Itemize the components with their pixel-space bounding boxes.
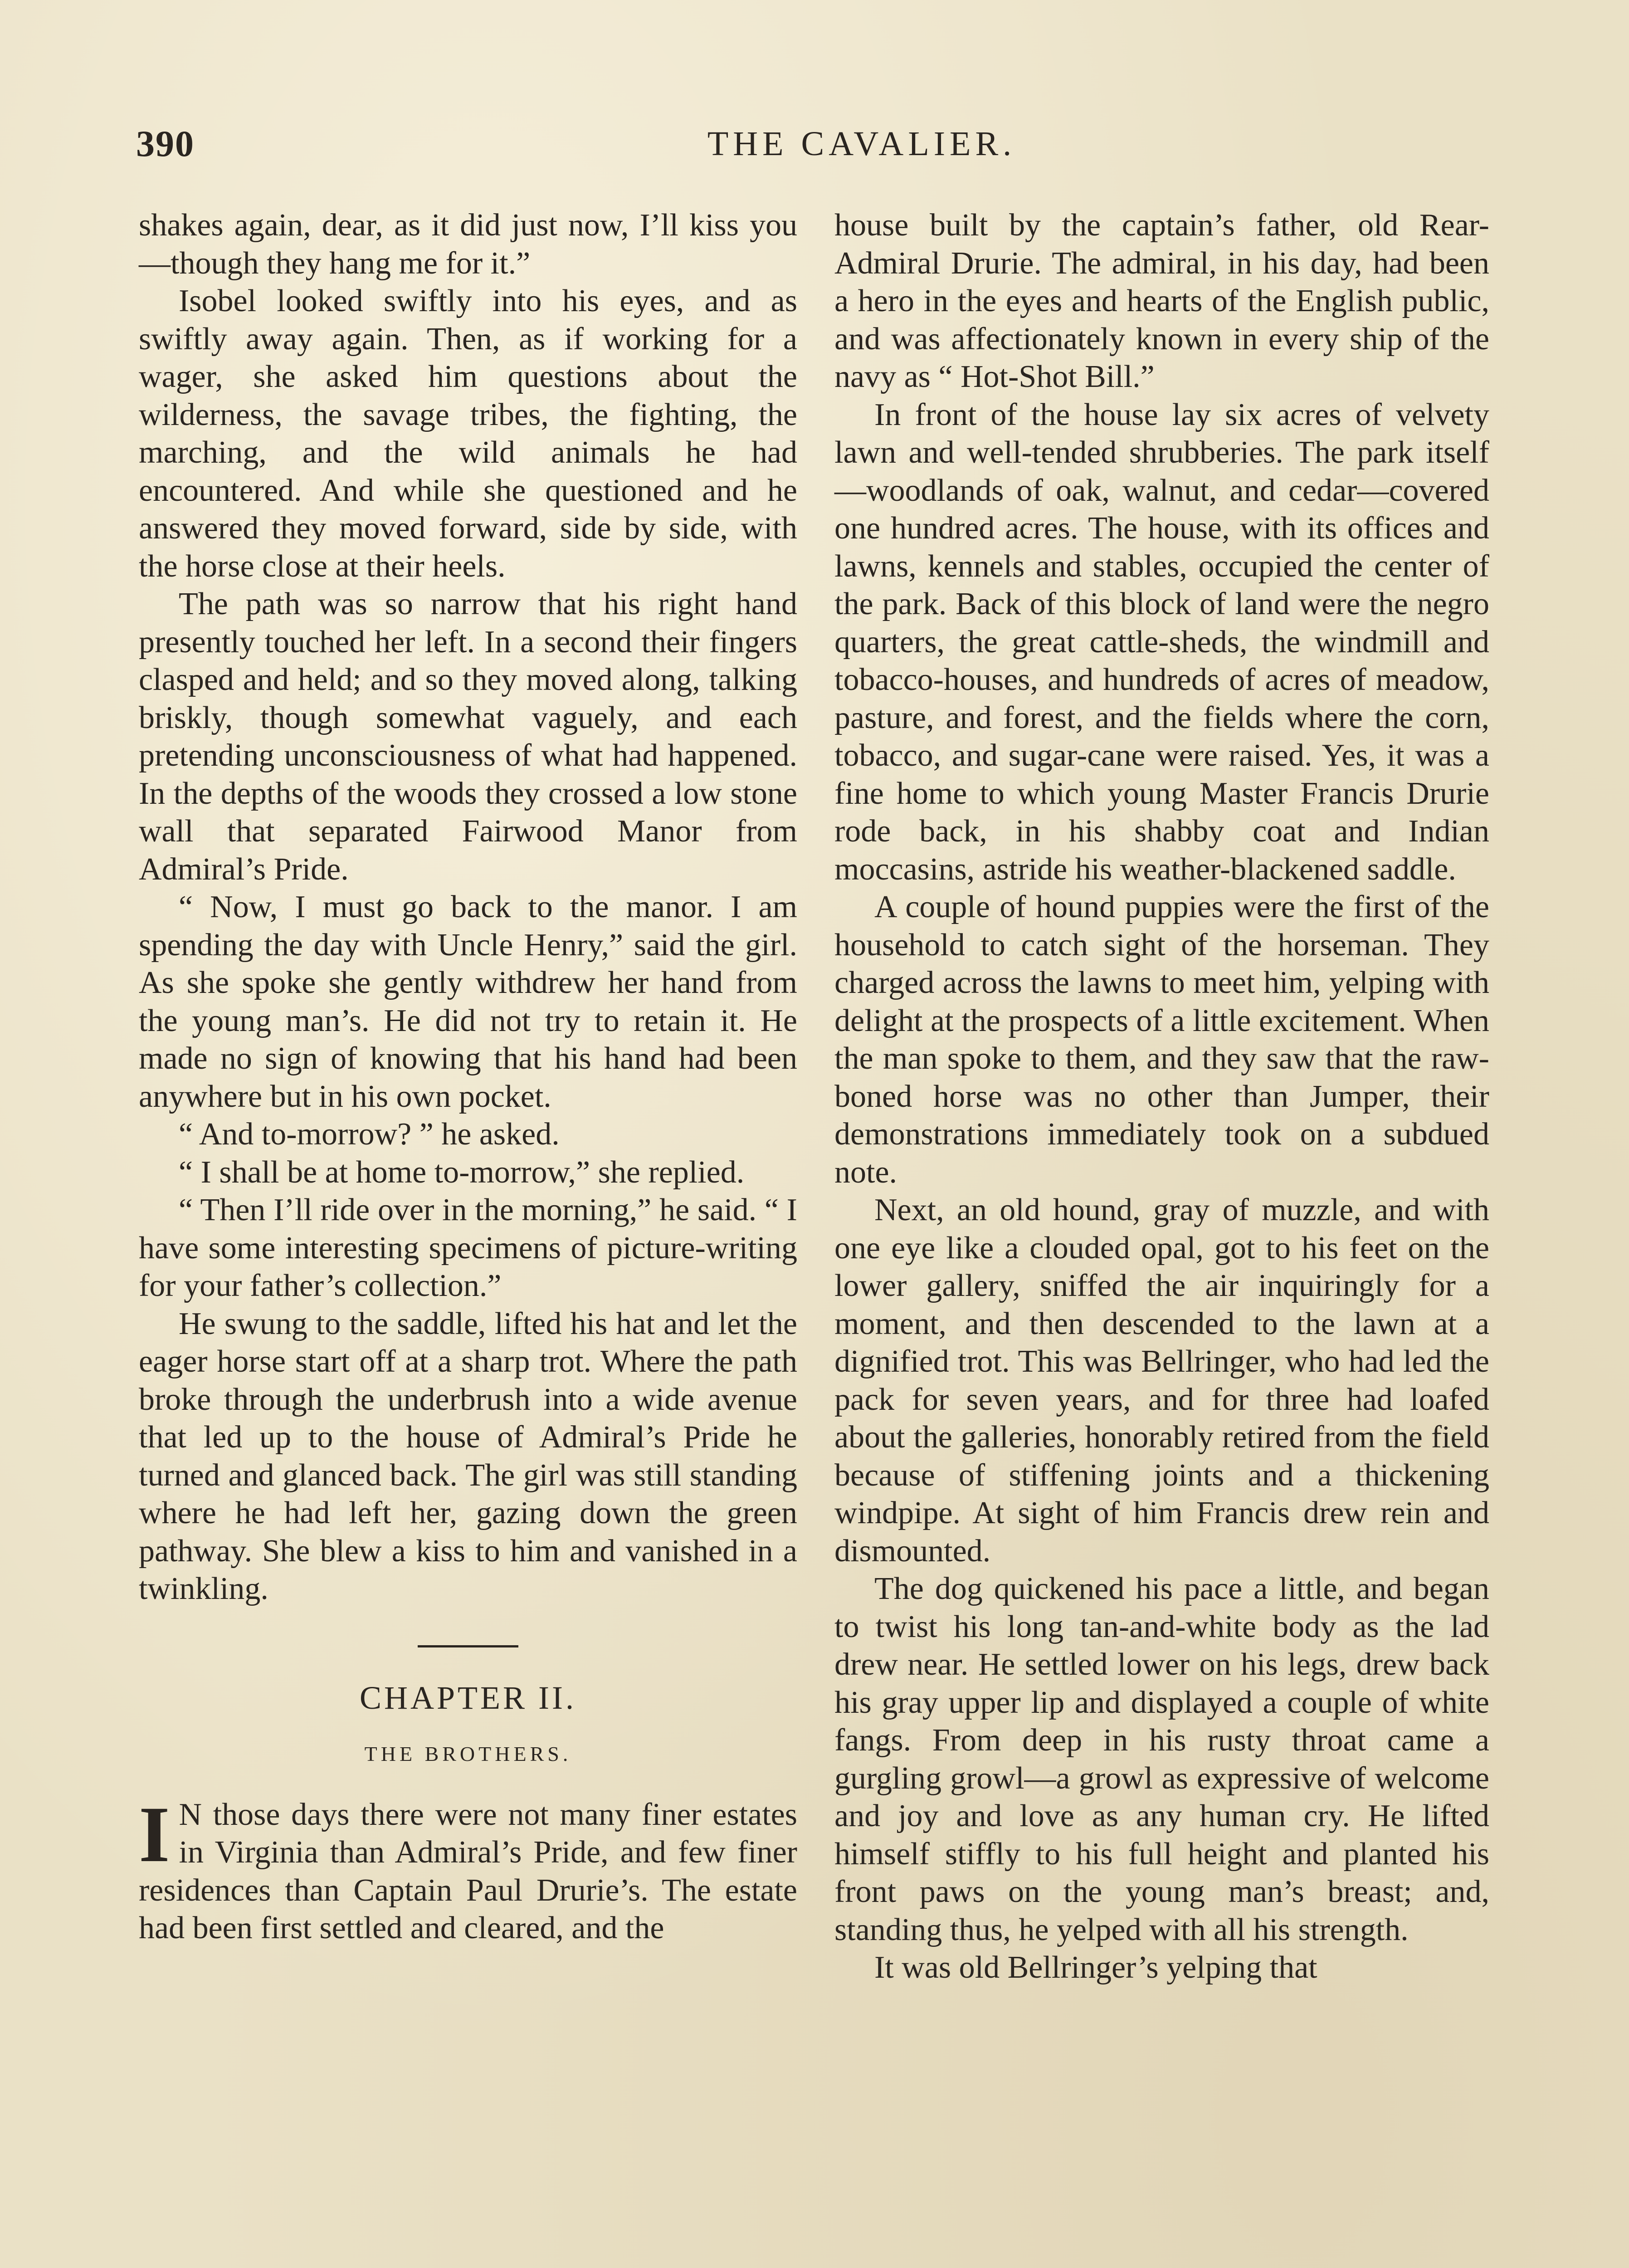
drop-cap: I <box>139 1790 170 1879</box>
chapter-subtitle: THE BROTHERS. <box>364 1742 572 1765</box>
paragraph: The dog quickened his pace a little, and began to twist his long tan-and-white body as the lad drew near. He settled lower on his legs, drew back his gray upper lip and displayed a couple of white fangs. From deep in his rusty throat came a gurgling growl—a growl as expressive of welcome and joy and love as any human cry. He lifted himself stiffly to his full height and planted his front paws on the young man’s breast; and, standing thus, he yelped with all his strength. <box>834 1571 1489 1947</box>
right-column <box>834 206 1489 1987</box>
paragraph: It was old Bellringer’s yelping that <box>874 1950 1317 1985</box>
paragraph: The path was so narrow that his right hand presently touched her left. In a second their fingers clasped and held; and so they moved along, talking briskly, though somewhat vaguely, and each pretending unconsciousness of what had happened. In the depths of the woods they crossed a low stone wall that separated Fairwood Manor from Admiral’s Pride. <box>139 587 797 887</box>
page-number: 390 <box>136 123 195 164</box>
paragraph: A couple of hound puppies were the first of the household to catch sight of the horseman. They charged across the lawns to meet him, yelping with delight at the prospects of a little excitement. When the man spoke to them, and they saw that the raw-boned horse was no other than Jumper, their demonstrations immediately took on a subdued note. <box>834 890 1489 1190</box>
running-head: THE CAVALIER. <box>707 125 1016 163</box>
paragraph: “ And to-morrow? ” he asked. <box>179 1117 560 1152</box>
paragraph: Isobel looked swiftly into his eyes, and as swiftly away again. Then, as if working for a wager, she asked him questions about the wilderness, the savage tribes, the fighting, the marching, and the wild animals he had encountered. And while she questioned and he answered they moved forward, side by side, with the horse close at their heels. <box>139 284 797 584</box>
paragraph: shakes again, dear, as it did just now, I’ll kiss you—though they hang me for it.” <box>139 208 797 281</box>
paragraph: “ I shall be at home to-morrow,” she replied. <box>179 1154 745 1190</box>
chapter-opening-paragraph <box>139 1790 797 1947</box>
paragraph: “ Now, I must go back to the manor. I am spending the day with Uncle Henry,” said the girl. As she spoke she gently withdrew her hand from the young man’s. He did not try to retain it. He made no sign of knowing that his hand had been anywhere but in his own pocket. <box>139 890 797 1114</box>
paragraph: “ Then I’ll ride over in the morning,” he said. “ I have some interesting specimens of picture-writing for your father’s collection.” <box>139 1193 797 1303</box>
page-header <box>136 122 1497 177</box>
chapter-opening-text: N those days there were not many finer estates in Virginia than Admiral’s Pride, and few finer residences than Captain Paul Drurie’s. The estate had been first settled and cleared, and the <box>139 1797 797 1945</box>
left-column <box>139 206 797 1947</box>
chapter-title: CHAPTER II. <box>360 1679 576 1716</box>
paragraph: Next, an old hound, gray of muzzle, and with one eye like a clouded opal, got to his feet on the lower gallery, sniffed the air inquiringly for a moment, and then descended to the lawn at a dignified trot. This was Bellringer, who had led the pack for seven years, and for three had loafed about the galleries, honorably retired from the field because of stiffening joints and a thickening windpipe. At sight of him Francis drew rein and dismounted. <box>834 1193 1489 1569</box>
section-divider <box>418 1645 518 1647</box>
paragraph: house built by the captain’s father, old Rear-Admiral Drurie. The admiral, in his day, had been a hero in the eyes and hearts of the English public, and was affectionately known in every ship of the navy as “ Hot-Shot Bill.” <box>834 208 1489 394</box>
paragraph: He swung to the saddle, lifted his hat and let the eager horse start off at a sharp trot. Where the path broke through the underbrush into a wide avenue that led up to the house of Admiral’s Pride he turned and glanced back. The girl was still standing where he had left her, gazing down the green pathway. She blew a kiss to him and vanished in a twinkling. <box>139 1306 797 1606</box>
paragraph: In front of the house lay six acres of velvety lawn and well-tended shrubberies. The park itself—woodlands of oak, walnut, and cedar—covered one hundred acres. The house, with its offices and lawns, kennels and stables, occupied the center of the park. Back of this block of land were the negro quarters, the great cattle-sheds, the windmill and tobacco-houses, and hundreds of acres of meadow, pasture, and forest, and the fields where the corn, tobacco, and sugar-cane were raised. Yes, it was a fine home to which young Master Francis Drurie rode back, in his shabby coat and Indian moccasins, astride his weather-blackened saddle. <box>834 397 1489 887</box>
